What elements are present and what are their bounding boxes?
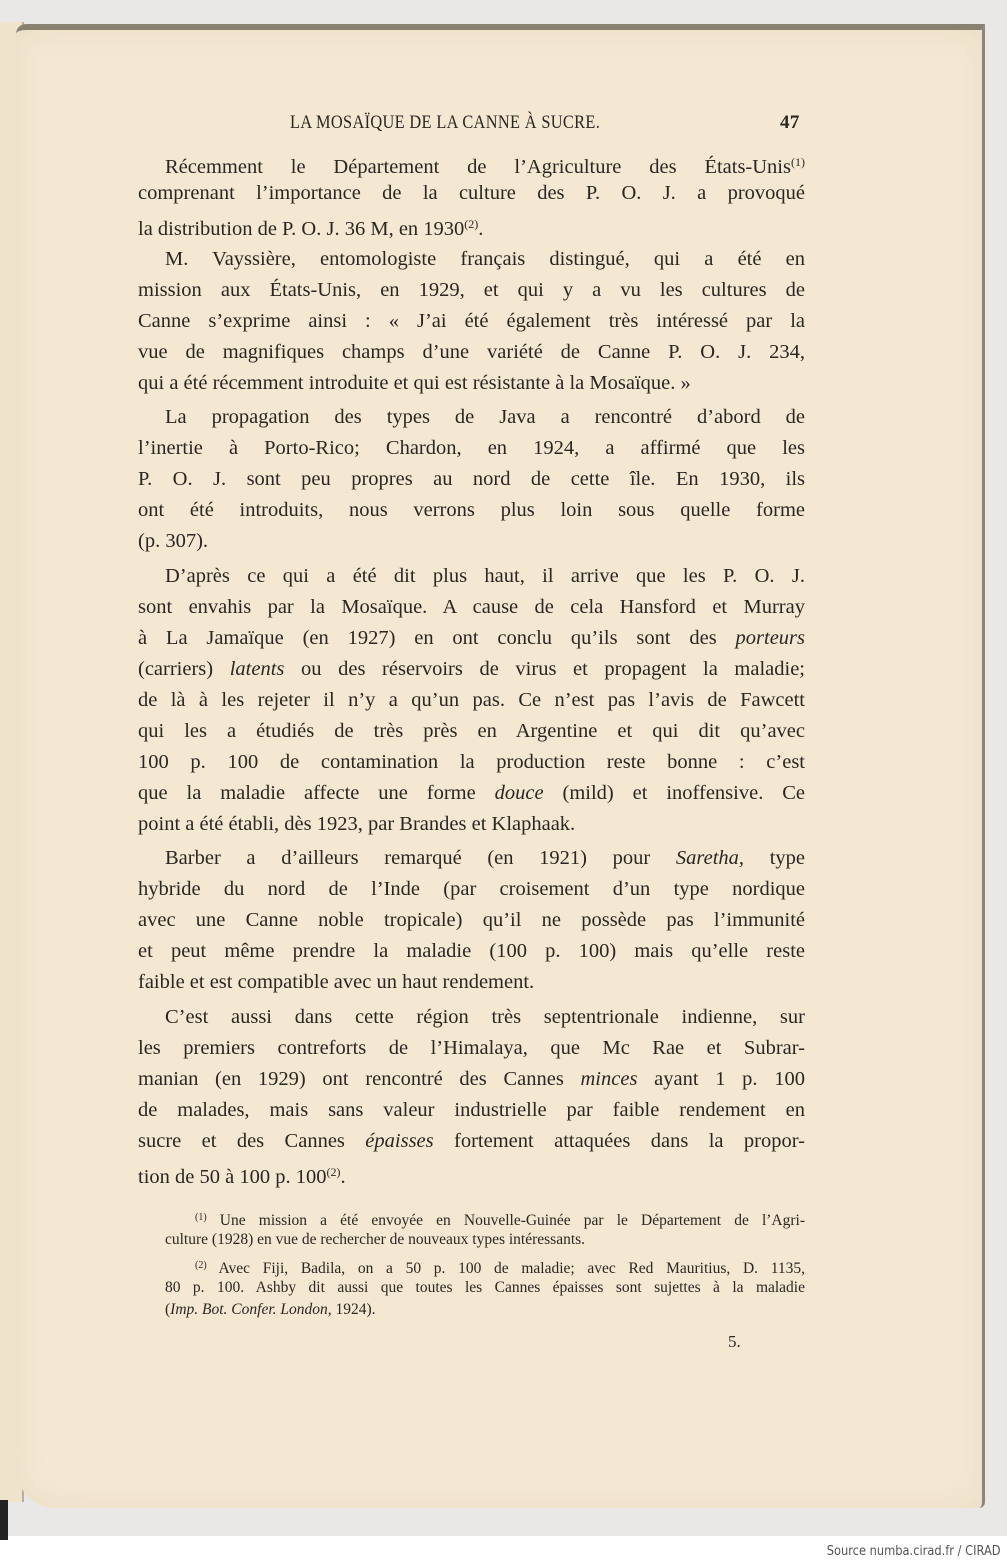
paragraph bbox=[138, 561, 805, 840]
text-run: faible et est compatible avec un haut rendement. bbox=[138, 971, 535, 993]
text-run: qui les a étudiés de très près en Argentine et qui dit qu’avec bbox=[138, 719, 805, 742]
text-run: qui a été récemment introduite et qui est résistante à la Mosaïque. » bbox=[138, 371, 691, 394]
paragraph bbox=[138, 1002, 805, 1188]
text-line bbox=[138, 716, 805, 747]
text-run: sucre et des Cannes bbox=[138, 1129, 366, 1152]
text-run: ( bbox=[165, 1300, 171, 1318]
footnote-ref: (1) bbox=[791, 155, 805, 169]
text-line bbox=[138, 1126, 805, 1157]
italic-text: minces bbox=[580, 1067, 638, 1090]
text-run: vue de magnifiques champs d’une variété de Canne P. O. J. 234, bbox=[138, 340, 805, 363]
text-run: fortement attaquées dans la propor- bbox=[433, 1129, 805, 1152]
text-line bbox=[138, 178, 805, 209]
text-run: comprenant l’importance de la culture des P. O. J. a provoqué bbox=[138, 182, 805, 204]
paragraph bbox=[138, 843, 805, 998]
text-line bbox=[138, 464, 805, 495]
text-run: tion de 50 à 100 p. 100 bbox=[138, 1165, 327, 1188]
text-line bbox=[138, 592, 805, 623]
text-run: avec une Canne noble tropicale) qu’il ne possède pas l’immunité bbox=[138, 909, 805, 931]
text-line bbox=[138, 147, 805, 178]
text-line bbox=[138, 874, 805, 905]
text-run: . bbox=[478, 218, 484, 240]
text-line bbox=[138, 244, 805, 275]
text-run: (p. 307). bbox=[138, 530, 209, 552]
text-run: les premiers contreforts de l’Himalaya, que Mc Rae et Subrar- bbox=[138, 1036, 805, 1059]
text-line bbox=[138, 685, 805, 716]
text-line bbox=[138, 433, 805, 464]
text-line bbox=[138, 1157, 805, 1188]
text-line bbox=[138, 747, 805, 778]
italic-text: épaisses bbox=[365, 1129, 434, 1152]
text-line bbox=[138, 843, 805, 874]
italic-text: Saretha, bbox=[675, 847, 745, 869]
footnotes bbox=[165, 1207, 805, 1324]
text-line bbox=[138, 778, 805, 809]
text-run: point a été établi, dès 1923, par Brandes et Klaphaak. bbox=[138, 812, 576, 835]
text-line bbox=[165, 1277, 805, 1299]
text-line bbox=[165, 1299, 805, 1321]
text-line bbox=[138, 809, 805, 840]
text-run: de là à les rejeter il n’y a qu’un pas. Ce n’est pas l’avis de Fawcett bbox=[138, 688, 805, 711]
text-line bbox=[138, 967, 805, 998]
body-text bbox=[138, 147, 805, 1191]
text-run: (carriers) bbox=[138, 657, 230, 680]
paragraph bbox=[138, 147, 805, 240]
text-line bbox=[138, 905, 805, 936]
text-run: (mild) et inoffensive. Ce bbox=[543, 781, 805, 804]
footnote-ref: (2) bbox=[326, 1164, 341, 1179]
text-line bbox=[138, 526, 805, 557]
text-run: l’inertie à Porto-Rico; Chardon, en 1924, a affirmé que les bbox=[138, 437, 805, 459]
text-run: à La Jamaïque (en 1927) en ont conclu qu’ils sont des bbox=[138, 626, 736, 649]
text-line bbox=[138, 275, 805, 306]
italic-text: douce bbox=[494, 781, 544, 804]
text-run: mission aux États-Unis, en 1929, et qui y a vu les cultures de bbox=[138, 278, 805, 301]
text-line bbox=[138, 1095, 805, 1126]
text-run: P. O. J. sont peu propres au nord de cette île. En 1930, ils bbox=[138, 468, 805, 490]
footnote bbox=[165, 1255, 805, 1321]
text-run: ont été introduits, nous verrons plus loin sous quelle forme bbox=[138, 499, 805, 521]
text-run: et peut même prendre la maladie (100 p. 100) mais qu’elle reste bbox=[138, 940, 805, 962]
text-line bbox=[138, 306, 805, 337]
text-line bbox=[138, 495, 805, 526]
text-line bbox=[138, 936, 805, 967]
text-line bbox=[138, 1064, 805, 1095]
text-run: Avec Fiji, Badila, on a 50 p. 100 de maladie; avec Red Mauritius, D. 1135, bbox=[206, 1259, 805, 1277]
text-run: ayant 1 p. 100 bbox=[637, 1067, 805, 1090]
italic-text: latents bbox=[229, 657, 285, 680]
text-run: Barber a d’ailleurs remarqué (en 1921) pour bbox=[165, 847, 676, 869]
italic-text: Imp. Bot. Confer. London, bbox=[170, 1300, 332, 1318]
text-line bbox=[138, 1033, 805, 1064]
footnote-ref: (1) bbox=[195, 1212, 207, 1223]
text-run: type bbox=[744, 847, 806, 869]
paragraph bbox=[138, 244, 805, 399]
text-run: D’après ce qui a été dit plus haut, il arrive que les P. O. J. bbox=[165, 564, 805, 587]
text-run: M. Vayssière, entomologiste français distingué, qui a été en bbox=[165, 247, 805, 270]
text-line bbox=[138, 402, 805, 433]
text-line bbox=[138, 561, 805, 592]
text-line bbox=[165, 1229, 805, 1251]
text-run: Une mission a été envoyée en Nouvelle-Guinée par le Département de l’Agri- bbox=[206, 1212, 805, 1229]
text-run: que la maladie affecte une forme bbox=[138, 781, 495, 804]
text-line bbox=[138, 209, 805, 240]
text-line bbox=[138, 368, 805, 399]
text-line bbox=[138, 337, 805, 368]
text-run: . bbox=[340, 1165, 346, 1188]
text-run: ou des réservoirs de virus et propagent la maladie; bbox=[284, 657, 805, 680]
running-title: LA MOSAÏQUE DE LA CANNE À SUCRE. bbox=[290, 112, 601, 133]
book-spine bbox=[0, 1500, 8, 1540]
text-run: culture (1928) en vue de rechercher de nouveaux types intéressants. bbox=[165, 1231, 586, 1248]
signature-mark: 5. bbox=[728, 1332, 741, 1351]
text-line bbox=[165, 1255, 805, 1277]
text-run: sont envahis par la Mosaïque. A cause de cela Hansford et Murray bbox=[138, 595, 805, 618]
footnote-ref: (2) bbox=[464, 217, 479, 231]
text-run: hybride du nord de l’Inde (par croisement d’un type nordique bbox=[138, 878, 805, 900]
footnote bbox=[165, 1207, 805, 1251]
source-credit: Source numba.cirad.fr / CIRAD bbox=[827, 1544, 1001, 1559]
italic-text: porteurs bbox=[735, 626, 805, 649]
text-run: 1924). bbox=[331, 1300, 376, 1318]
text-run: Canne s’exprime ainsi : « J’ai été également très intéressé par la bbox=[138, 309, 805, 332]
text-line bbox=[138, 623, 805, 654]
text-run: manian (en 1929) ont rencontré des Cannes bbox=[138, 1067, 581, 1090]
page-number: 47 bbox=[780, 112, 800, 133]
text-run: C’est aussi dans cette région très septentrionale indienne, sur bbox=[165, 1005, 805, 1028]
text-run: de malades, mais sans valeur industrielle par faible rendement en bbox=[138, 1098, 805, 1121]
text-line bbox=[165, 1207, 805, 1229]
text-run: La propagation des types de Java a rencontré d’abord de bbox=[165, 406, 805, 428]
text-run: la distribution de P. O. J. 36 M, en 1930 bbox=[138, 218, 465, 240]
text-line bbox=[138, 1002, 805, 1033]
paragraph bbox=[138, 402, 805, 557]
footnote-ref: (2) bbox=[195, 1259, 207, 1271]
text-run: 80 p. 100. Ashby dit aussi que toutes les Cannes épaisses sont sujettes à la maladie bbox=[165, 1278, 805, 1296]
text-run: Récemment le Département de l’Agriculture des États-Unis bbox=[165, 156, 791, 178]
text-run: 100 p. 100 de contamination la production reste bonne : c’est bbox=[138, 750, 805, 773]
text-line bbox=[138, 654, 805, 685]
